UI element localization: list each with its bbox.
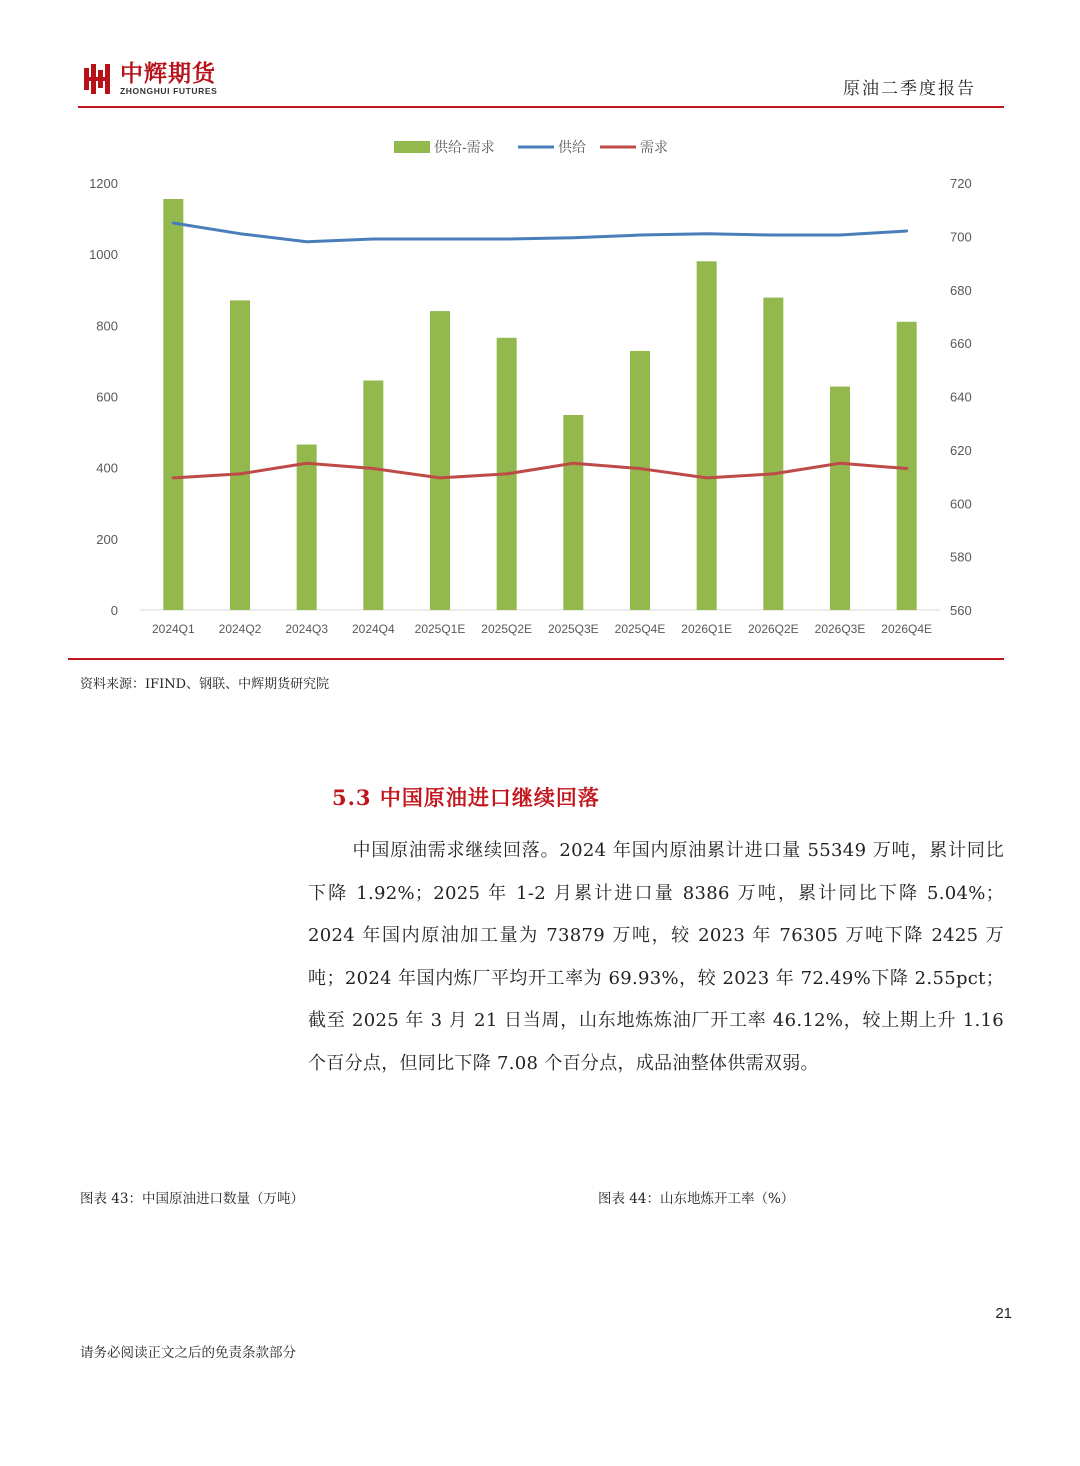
line-supply bbox=[173, 223, 906, 242]
x-axis-tick-label: 2026Q4E bbox=[881, 622, 933, 636]
x-axis-tick-label: 2025Q3E bbox=[547, 622, 599, 636]
header-divider bbox=[78, 106, 1004, 108]
page-number: 21 bbox=[995, 1305, 1012, 1322]
legend-label: 供给-需求 bbox=[434, 139, 495, 155]
x-axis-tick-label: 2024Q3 bbox=[285, 622, 329, 636]
bar-supply-minus-demand bbox=[897, 322, 917, 610]
section-paragraph-text: 中国原油需求继续回落。2024 年国内原油累计进口量 55349 万吨，累计同比下降 1.92%；2025 年 1-2 月累计进口量 8386 万吨，累计同比下降 5.04%；2024 年国内原油加工量为 73879 万吨，较 2023 年 76305 万吨下降 2425 万吨；2024 年国内炼厂平均开工率为 69.93%，较 2023 年 72.49%下降 2.55pct；截至 2025 年 3 月 21 日当周，山东地炼炼油厂开工率 46.12%，较上期上升 1.16 个百分点，但同比下降 7.08 个百分点，成品油整体供需双弱。 bbox=[308, 840, 1004, 1074]
bar-supply-minus-demand bbox=[363, 380, 383, 610]
right-axis-tick-label: 660 bbox=[950, 336, 972, 352]
report-title: 原油二季度报告 bbox=[843, 79, 976, 99]
x-axis-tick-label: 2024Q1 bbox=[151, 622, 195, 636]
chart-svg bbox=[78, 120, 998, 650]
section-title: 5.3 中国原油进口继续回落 bbox=[332, 785, 600, 810]
page-header bbox=[78, 58, 1004, 108]
chart-divider bbox=[68, 658, 1004, 660]
x-axis-tick-label: 2025Q4E bbox=[614, 622, 666, 636]
logo-cn-text: 中辉期货 bbox=[120, 61, 216, 87]
bar-supply-minus-demand bbox=[163, 199, 183, 610]
left-axis-tick-label: 400 bbox=[96, 460, 118, 476]
bar-supply-minus-demand bbox=[230, 300, 250, 610]
legend-swatch-bar bbox=[394, 141, 430, 153]
left-axis-tick-label: 800 bbox=[96, 318, 118, 334]
right-axis-tick-label: 640 bbox=[950, 389, 972, 405]
disclaimer-footer: 请务必阅读正文之后的免责条款部分 bbox=[80, 1345, 296, 1361]
figure-43-caption: 图表 43：中国原油进口数量（万吨） bbox=[80, 1191, 304, 1207]
logo-mark-icon bbox=[84, 64, 114, 94]
x-axis-tick-label: 2025Q2E bbox=[481, 622, 533, 636]
right-axis-tick-label: 700 bbox=[950, 229, 972, 245]
bar-supply-minus-demand bbox=[297, 445, 317, 610]
legend-label: 需求 bbox=[640, 139, 668, 155]
right-axis-tick-label: 620 bbox=[950, 442, 972, 458]
x-axis-tick-label: 2026Q1E bbox=[681, 622, 733, 636]
bar-supply-minus-demand bbox=[697, 261, 717, 610]
left-axis-tick-label: 1200 bbox=[89, 176, 118, 191]
right-axis-tick-label: 580 bbox=[950, 549, 972, 565]
x-axis-tick-label: 2026Q2E bbox=[747, 622, 799, 636]
logo-en-text: ZHONGHUI FUTURES bbox=[120, 86, 218, 96]
section-paragraph bbox=[308, 830, 1004, 1085]
x-axis-tick-label: 2025Q1E bbox=[414, 622, 466, 636]
bar-supply-minus-demand bbox=[763, 298, 783, 610]
bar-supply-minus-demand bbox=[430, 311, 450, 610]
right-axis-tick-label: 720 bbox=[950, 176, 972, 191]
legend-label: 供给 bbox=[558, 139, 586, 155]
right-axis-tick-label: 560 bbox=[950, 603, 972, 618]
bar-supply-minus-demand bbox=[630, 351, 650, 610]
right-axis-tick-label: 680 bbox=[950, 282, 972, 298]
company-logo bbox=[84, 62, 217, 96]
x-axis-tick-label: 2026Q3E bbox=[814, 622, 866, 636]
supply-demand-chart bbox=[78, 120, 998, 650]
bar-supply-minus-demand bbox=[563, 415, 583, 610]
left-axis-tick-label: 600 bbox=[96, 389, 118, 405]
x-axis-tick-label: 2024Q2 bbox=[218, 622, 262, 636]
bar-supply-minus-demand bbox=[830, 387, 850, 610]
figure-44-caption: 图表 44：山东地炼开工率（%） bbox=[598, 1191, 795, 1207]
right-axis-tick-label: 600 bbox=[950, 496, 972, 512]
x-axis-tick-label: 2024Q4 bbox=[351, 622, 395, 636]
left-axis-tick-label: 0 bbox=[110, 603, 118, 618]
line-demand bbox=[173, 463, 906, 478]
source-note: 资料来源：IFIND、钢联、中辉期货研究院 bbox=[80, 677, 330, 692]
left-axis-tick-label: 1000 bbox=[89, 247, 118, 263]
left-axis-tick-label: 200 bbox=[96, 531, 118, 547]
